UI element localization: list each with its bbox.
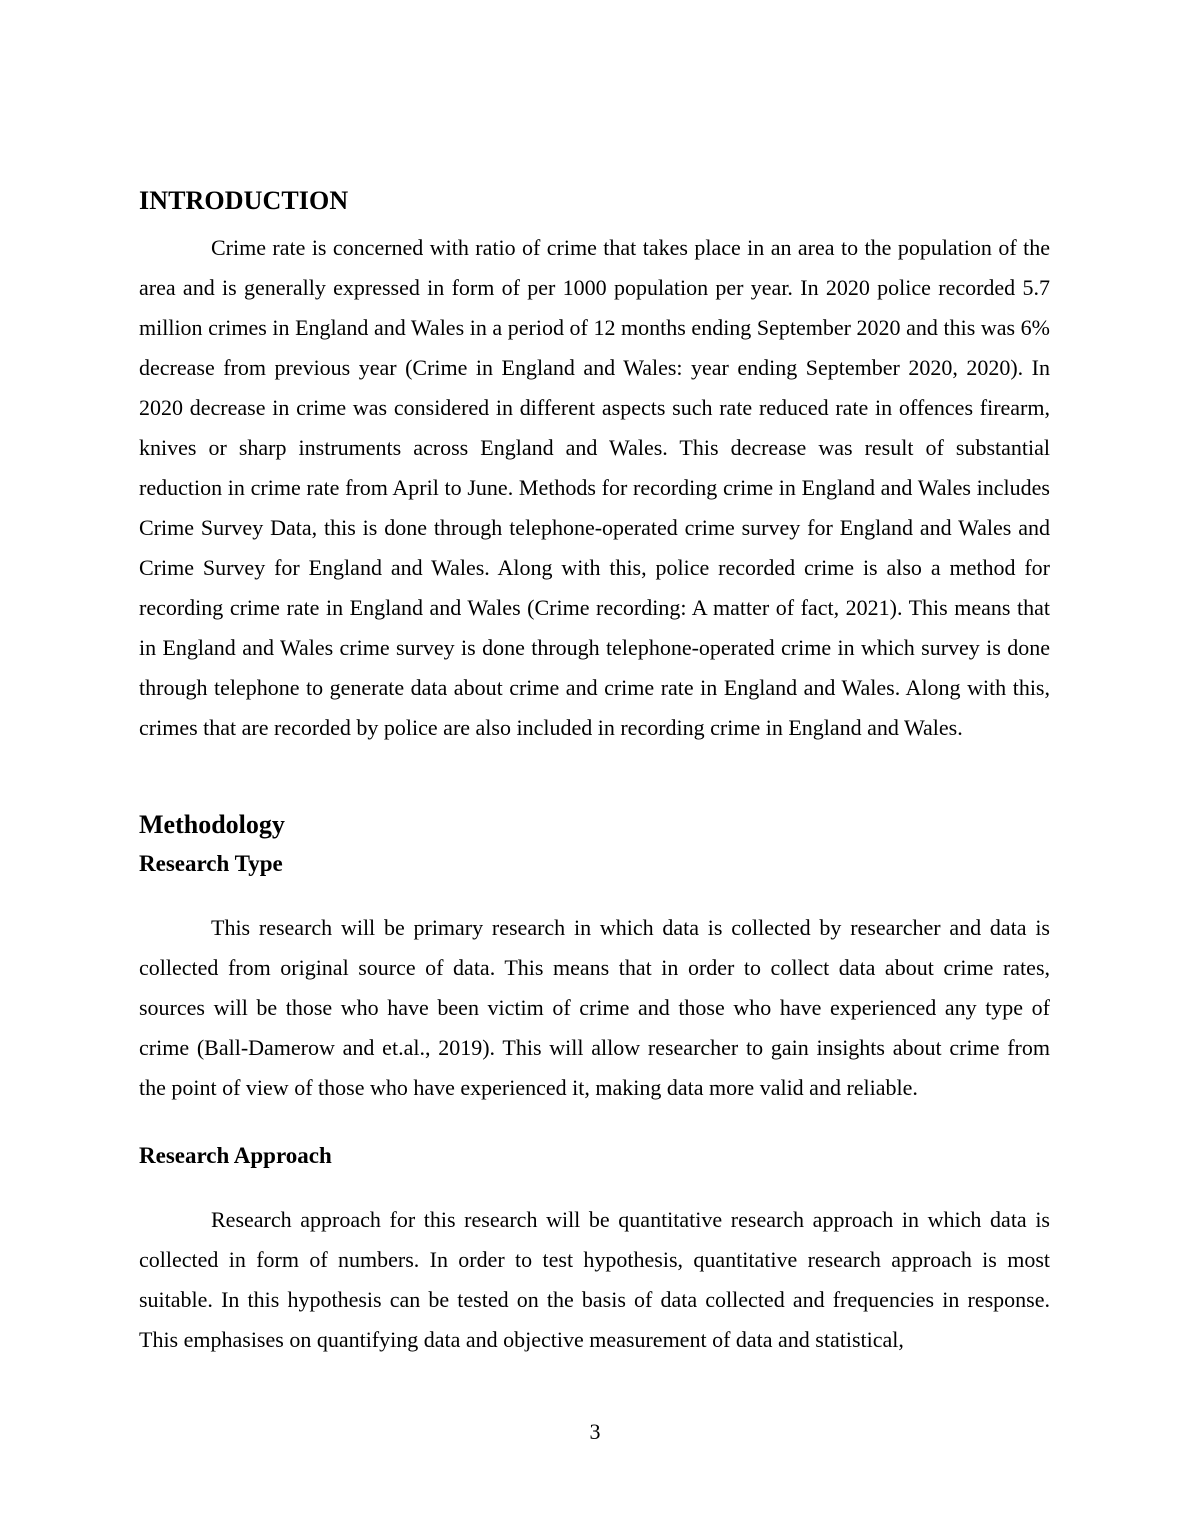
- research-approach-paragraph: Research approach for this research will be quantitative research approach in which data is collected in form of numbers. In order to test hypothesis, quantitative research approach is most suitable. In this hypothesis can be tested on the basis of data collected and frequencies in response. This emphasises on quantifying data and objective measurement of data and statistical,: [139, 1207, 1050, 1352]
- approach-heading-spacer: [139, 1170, 1050, 1200]
- research-type-heading: Research Type: [139, 851, 283, 876]
- page-number: 3: [589, 1419, 601, 1444]
- research-type-paragraph: This research will be primary research in which data is collected by researcher and data is collected from original source of data. This means that in order to collect data about crime rates, sources will be those who have been victim of crime and those who have experienced any type of crime (Ball-Damerow and et.al., 2019). This will allow researcher to gain insights about crime from the point of view of those who have experienced it, making data more valid and reliable.: [139, 915, 1050, 1100]
- section-spacer: [139, 748, 1050, 810]
- introduction-heading: INTRODUCTION: [139, 186, 349, 215]
- introduction-paragraph: Crime rate is concerned with ratio of crime that takes place in an area to the population of the area and is generally expressed in form of per 1000 population per year. In 2020 police recorded 5.7 million crimes in England and Wales in a period of 12 months ending September 2020 and this was 6% decrease from previous year (Crime in England and Wales: year ending September 2020, 2020). In 2020 decrease in crime was considered in different aspects such rate reduced rate in offences firearm, knives or sharp instruments across England and Wales. This decrease was result of substantial reduction in crime rate from April to June. Methods for recording crime in England and Wales includes Crime Survey Data, this is done through telephone-operated crime survey for England and Wales and Crime Survey for England and Wales. Along with this, police recorded crime is also a method for recording crime rate in England and Wales (Crime recording: A matter of fact, 2021). This means that in England and Wales crime survey is done through telephone-operated crime in which survey is done through telephone to generate data about crime and crime rate in England and Wales. Along with this, crimes that are recorded by police are also included in recording crime in England and Wales.: [139, 235, 1050, 740]
- research-approach-heading: Research Approach: [139, 1143, 332, 1168]
- approach-spacer: [139, 1108, 1050, 1142]
- page-content: [139, 186, 1050, 1360]
- sub-heading-spacer: [139, 878, 1050, 908]
- methodology-heading: Methodology: [139, 810, 285, 839]
